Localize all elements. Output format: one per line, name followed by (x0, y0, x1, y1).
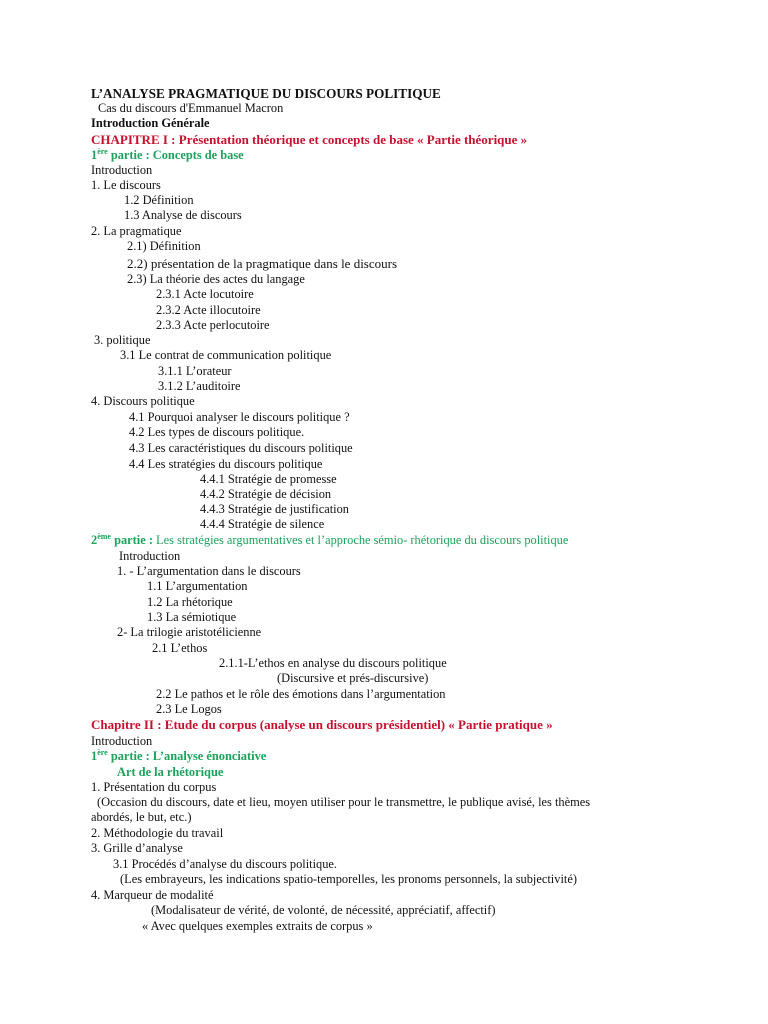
toc-item: 4.3 Les caractéristiques du discours politique (129, 441, 353, 455)
toc-item: 4.4.2 Stratégie de décision (200, 487, 332, 501)
document-subtitle: Cas du discours d'Emmanuel Macron (98, 101, 284, 115)
toc-detail: (Occasion du discours, date et lieu, moyen utiliser pour le transmettre, le publique avisé, les thèmes (97, 795, 591, 809)
toc-item: Introduction (91, 163, 153, 177)
document-title: L’ANALYSE PRAGMATIQUE DU DISCOURS POLITIQUE (91, 86, 441, 101)
part-2-heading (91, 533, 568, 548)
part-3-number: 1 (91, 749, 98, 763)
toc-item: 1. Le discours (91, 178, 161, 192)
toc-item: 2.3.3 Acte perlocutoire (156, 318, 270, 332)
toc-item: 4.4.4 Stratégie de silence (200, 517, 325, 531)
part-2-label: partie : (110, 533, 153, 547)
toc-item: 2.3 Le Logos (156, 702, 222, 716)
part-1-number: 1 (91, 148, 98, 162)
toc-item: 2.2 Le pathos et le rôle des émotions dans l’argumentation (156, 687, 446, 701)
toc-detail: abordés, le but, etc.) (91, 810, 192, 824)
toc-item: 1.1 L’argumentation (147, 579, 248, 593)
toc-item: 4. Marqueur de modalité (91, 888, 214, 902)
toc-item: Introduction (119, 549, 181, 563)
toc-item: (Discursive et prés-discursive) (277, 671, 429, 685)
toc-item: 4. Discours politique (91, 394, 195, 408)
part-1-heading (91, 148, 244, 163)
toc-item: 1. Présentation du corpus (91, 780, 217, 794)
toc-item: 2. Méthodologie du travail (91, 826, 224, 840)
toc-item: 2.3.1 Acte locutoire (156, 287, 254, 301)
chapter-1-heading: CHAPITRE I : Présentation théorique et concepts de base « Partie théorique » (91, 132, 528, 147)
art-rhetorique-heading: Art de la rhétorique (117, 765, 224, 779)
toc-item: 1.2 La rhétorique (147, 595, 233, 609)
part-2-number: 2 (91, 533, 98, 547)
toc-item: 4.2 Les types de discours politique. (129, 425, 305, 439)
chapter-2-heading: Chapitre II : Etude du corpus (analyse un discours présidentiel) « Partie pratique » (91, 717, 553, 732)
toc-item: 2.1 L’ethos (152, 641, 208, 655)
toc-detail: « Avec quelques exemples extraits de corpus » (142, 919, 373, 933)
toc-detail: (Les embrayeurs, les indications spatio-temporelles, les pronoms personnels, la subjectivité) (120, 872, 577, 886)
part-2-text: Les stratégies argumentatives et l’approche sémio- rhétorique du discours politique (152, 533, 569, 547)
toc-item: 4.1 Pourquoi analyser le discours politique ? (129, 410, 350, 424)
toc-item: 2.3.2 Acte illocutoire (156, 303, 261, 317)
toc-item: 3. politique (94, 333, 151, 347)
part-2-superscript: ème (97, 531, 111, 541)
toc-item: 4.4.3 Stratégie de justification (200, 502, 349, 516)
toc-item: 2.3) La théorie des actes du langage (127, 272, 305, 286)
toc-item: 3.1 Procédés d’analyse du discours politique. (113, 857, 338, 871)
toc-item: 4.4 Les stratégies du discours politique (129, 457, 323, 471)
part-3-text: partie : L’analyse énonciative (107, 749, 267, 763)
part-3-heading (91, 749, 266, 764)
toc-item: 1.2 Définition (124, 193, 194, 207)
toc-item: 2- La trilogie aristotélicienne (117, 625, 262, 639)
toc-item: 3. Grille d’analyse (91, 841, 183, 855)
toc-item: 1.3 La sémiotique (147, 610, 237, 624)
toc-detail: (Modalisateur de vérité, de volonté, de nécessité, appréciatif, affectif) (151, 903, 496, 917)
toc-item: 1. - L’argumentation dans le discours (117, 564, 301, 578)
toc-item: 2. La pragmatique (91, 224, 182, 238)
toc-item: 3.1.2 L’auditoire (158, 379, 241, 393)
toc-item: 2.1) Définition (127, 239, 201, 253)
part-1-superscript: ère (97, 146, 108, 156)
intro-generale-heading: Introduction Générale (91, 116, 210, 130)
toc-item: Introduction (91, 734, 153, 748)
toc-item: 3.1 Le contrat de communication politique (120, 348, 332, 362)
toc-item: 2.1.1-L’ethos en analyse du discours politique (219, 656, 447, 670)
part-3-superscript: ère (97, 747, 108, 757)
toc-item: 3.1.1 L’orateur (158, 364, 232, 378)
part-1-text: partie : Concepts de base (107, 148, 244, 162)
toc-item: 1.3 Analyse de discours (124, 208, 242, 222)
toc-item: 4.4.1 Stratégie de promesse (200, 472, 337, 486)
toc-item: 2.2) présentation de la pragmatique dans le discours (127, 256, 398, 271)
